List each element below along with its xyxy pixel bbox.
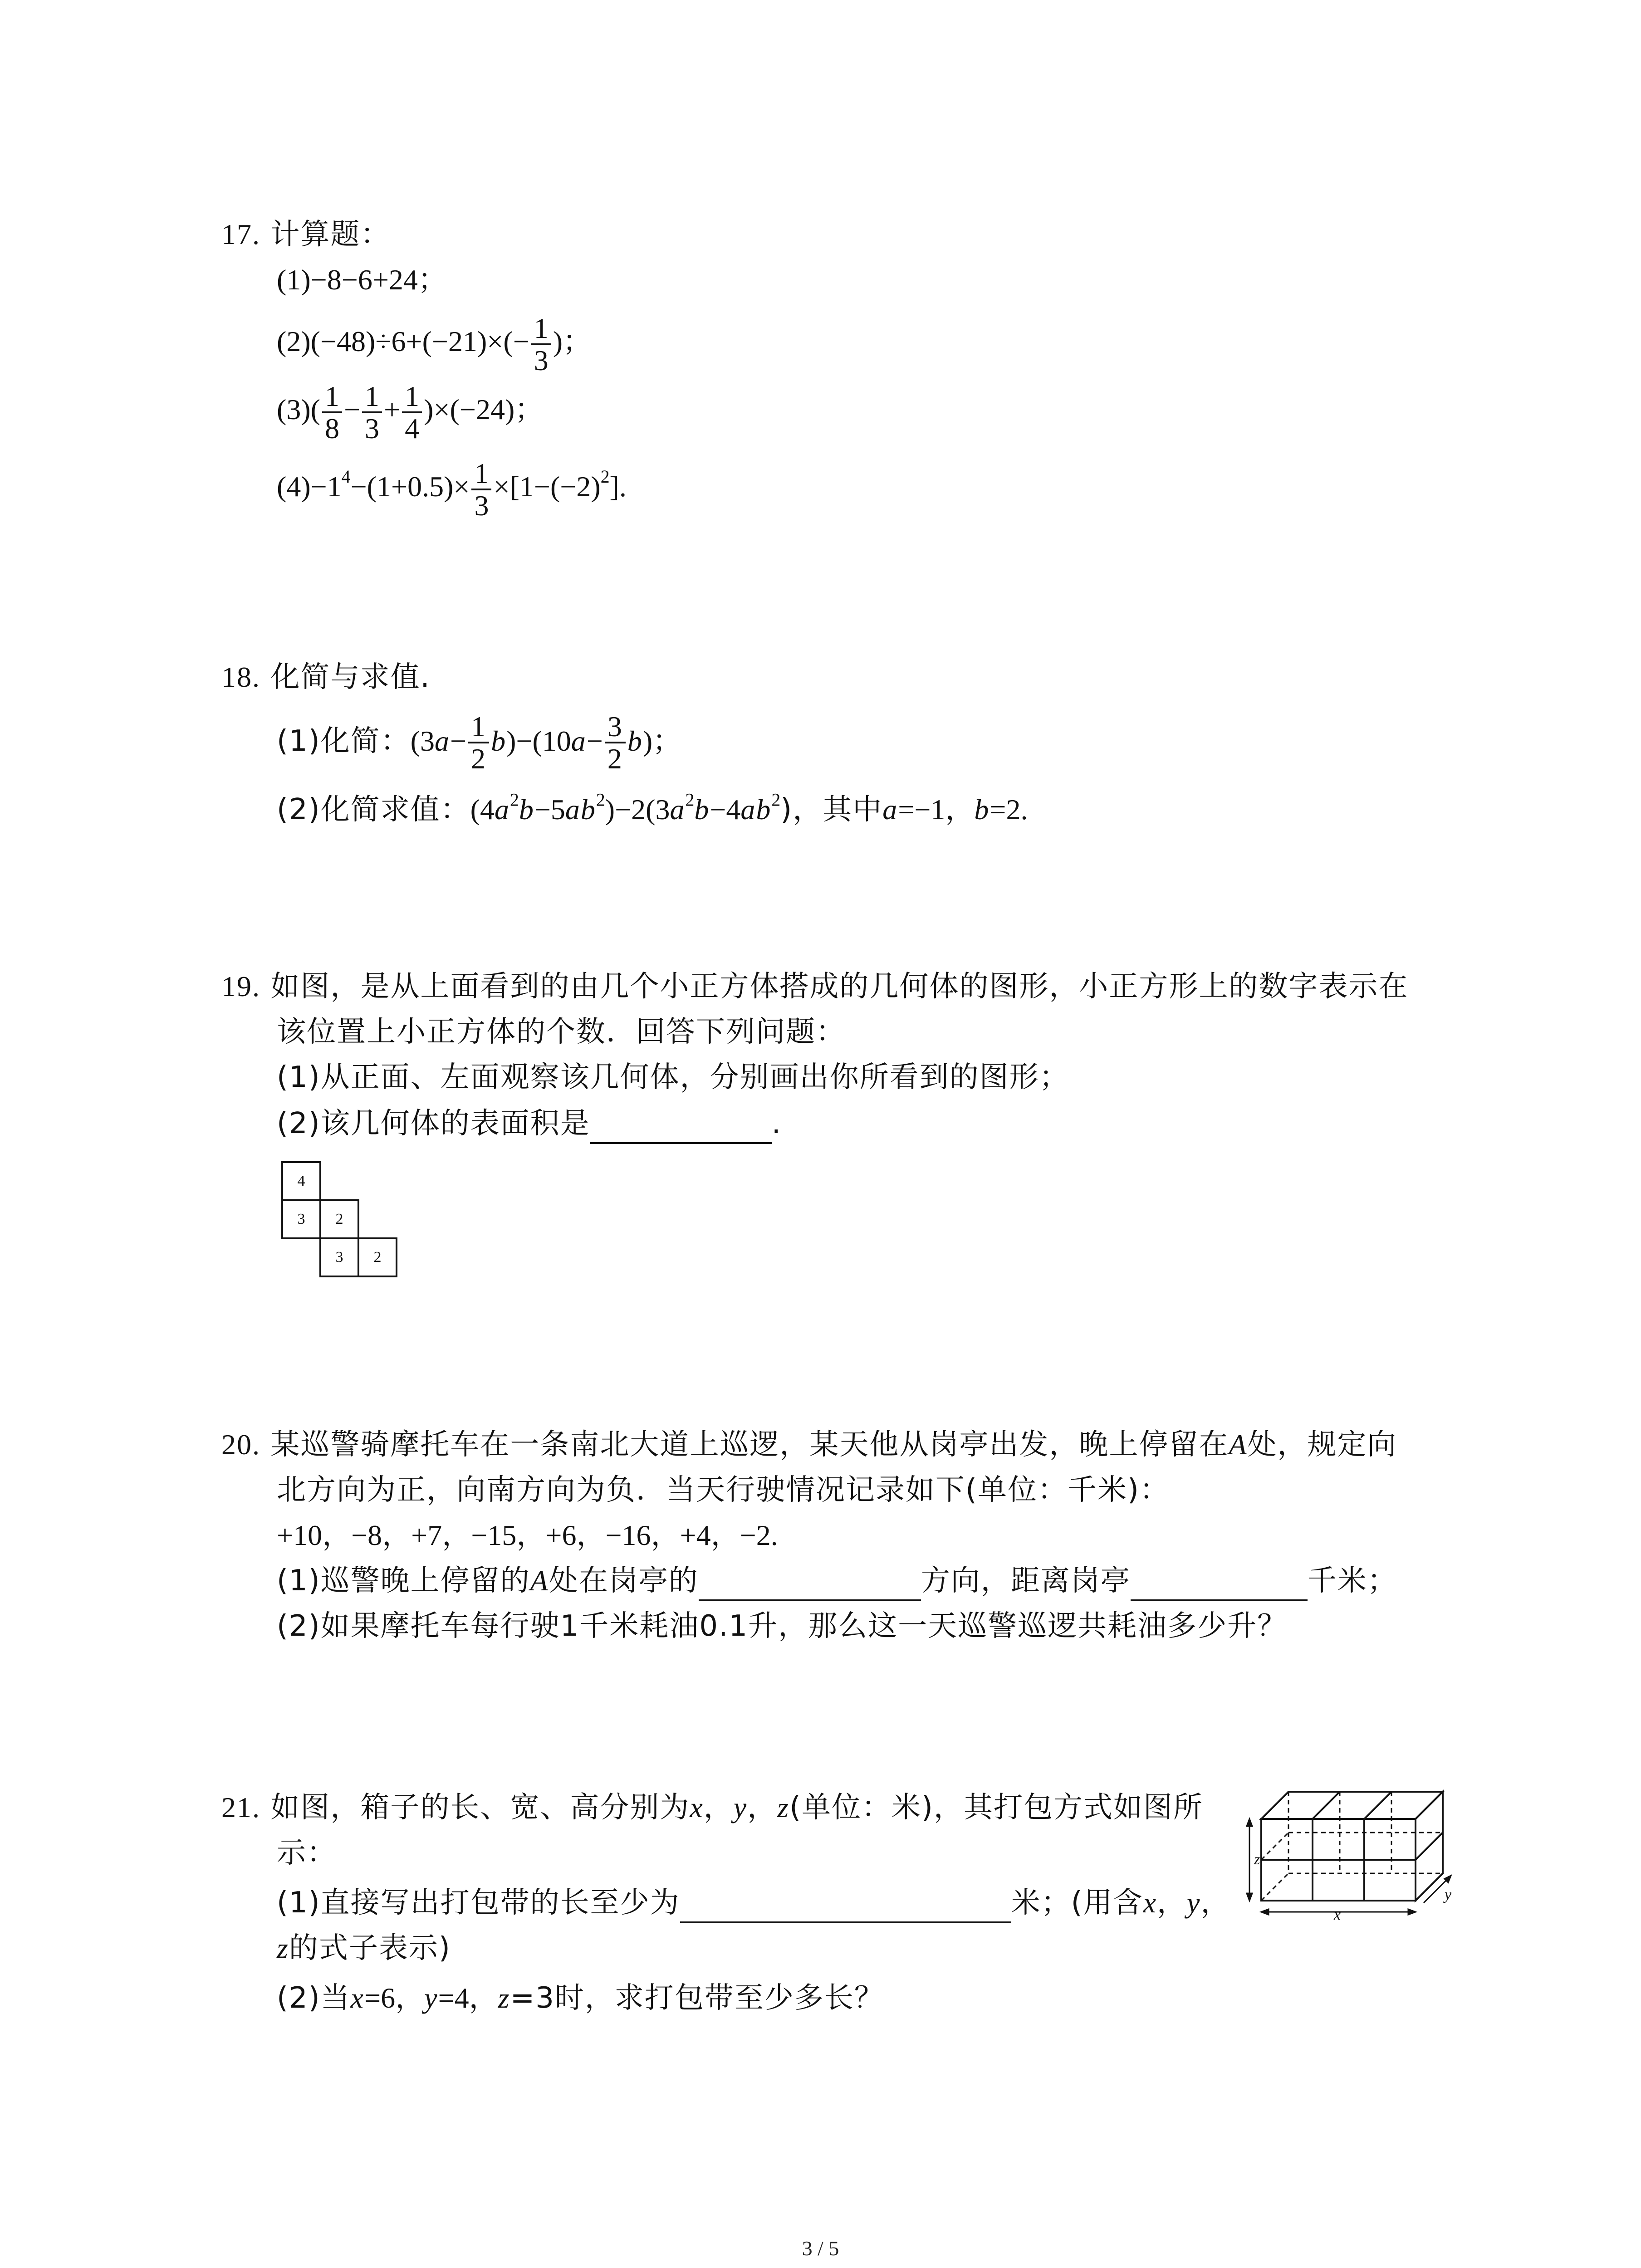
q20-part1-b: 处在岗亭的 bbox=[549, 1564, 699, 1598]
fraction-denominator: 3 bbox=[362, 411, 382, 444]
strap-line bbox=[1313, 1792, 1340, 1819]
q17-part4 bbox=[277, 458, 627, 521]
page-number: 3 / 5 bbox=[802, 2237, 839, 2260]
q20-line2: 北方向为正，向南方向为负．当天行驶情况记录如下(单位：千米)： bbox=[277, 1473, 1170, 1507]
q19-line1 bbox=[221, 966, 1408, 1007]
fraction-denominator: 2 bbox=[605, 742, 626, 774]
q17-part4-fraction bbox=[471, 458, 491, 521]
q20-part1-d: 千米； bbox=[1307, 1564, 1397, 1598]
q20-line1-b: 处，规定向 bbox=[1247, 1428, 1397, 1461]
operator: + bbox=[384, 393, 401, 425]
q18-part1 bbox=[277, 711, 681, 774]
operator: − bbox=[450, 724, 467, 757]
fraction-denominator: 3 bbox=[531, 343, 551, 376]
grid-cell: 3 bbox=[319, 1237, 359, 1277]
q21-number: 21. bbox=[221, 1791, 260, 1823]
variable: y bbox=[1187, 1887, 1201, 1919]
q17-part4-c: ×[1−(−2) bbox=[493, 470, 601, 503]
variable: a bbox=[565, 793, 581, 826]
q21-line2: 示： bbox=[277, 1836, 337, 1870]
q21-part1-b: 米；(用含 bbox=[1011, 1886, 1143, 1920]
fraction-denominator: 8 bbox=[322, 411, 342, 444]
expr: (4 bbox=[470, 793, 495, 826]
q21-part2 bbox=[277, 1978, 884, 2019]
q17-part2-fraction bbox=[531, 313, 551, 376]
q19-part2-pre: (2)该几何体的表面积是 bbox=[277, 1107, 590, 1140]
expr: −5 bbox=[534, 793, 565, 826]
q17-part1: (1)−8−6+24； bbox=[277, 264, 447, 296]
exponent: 2 bbox=[771, 790, 781, 810]
exponent: 4 bbox=[341, 467, 351, 487]
q21-part2-a: (2)当 bbox=[277, 1981, 351, 2015]
q17-title bbox=[221, 214, 390, 255]
fig-label-y: y bbox=[1445, 1887, 1452, 1903]
box-packing-figure bbox=[1243, 1774, 1456, 1923]
variable: x bbox=[690, 1791, 704, 1823]
variable: x bbox=[1143, 1887, 1157, 1919]
answer-blank-direction[interactable] bbox=[699, 1568, 921, 1601]
q17-part3-fraction2 bbox=[362, 381, 382, 444]
q17-part3-fraction3 bbox=[402, 381, 422, 444]
fraction-numerator: 1 bbox=[405, 380, 420, 412]
answer-blank[interactable] bbox=[590, 1110, 772, 1144]
fraction-numerator: 1 bbox=[324, 380, 339, 412]
q21-line1-a: 如图，箱子的长、宽、高分别为 bbox=[270, 1791, 690, 1824]
variable: b bbox=[580, 793, 596, 826]
q18-number: 18. bbox=[221, 661, 260, 693]
grid-cell: 2 bbox=[358, 1237, 397, 1277]
fig-label-x: x bbox=[1334, 1906, 1341, 1923]
q17-part4-d: ]. bbox=[609, 470, 627, 503]
q21-part1-cont bbox=[277, 1928, 451, 1969]
separator: ， bbox=[703, 1791, 734, 1824]
variable: a bbox=[434, 724, 450, 757]
q18-part2-label: (2)化简求值： bbox=[277, 793, 470, 826]
fraction-numerator: 1 bbox=[534, 312, 549, 344]
q18-part1-fraction2 bbox=[605, 711, 626, 774]
q17-part3-post: )×(−24)； bbox=[424, 393, 544, 425]
variable: b bbox=[519, 793, 534, 826]
q21-part1-a: (1)直接写出打包带的长至少为 bbox=[277, 1886, 680, 1920]
expr: )−(10 bbox=[506, 724, 571, 757]
q17-part4-a: (4)−1 bbox=[277, 470, 342, 503]
grid-cell: 3 bbox=[281, 1199, 321, 1239]
q21-part1 bbox=[277, 1882, 1230, 1923]
grid-cell: 2 bbox=[319, 1199, 359, 1239]
q20-part2: (2)如果摩托车每行驶1千米耗油0.1升，那么这一天巡警巡逻共耗油多少升？ bbox=[277, 1609, 1288, 1643]
q20-line1 bbox=[221, 1424, 1397, 1465]
exponent: 2 bbox=[596, 790, 605, 810]
separator: ， bbox=[747, 1791, 778, 1824]
q17-part3-pre: (3)( bbox=[277, 393, 320, 425]
q17-part2-post: )； bbox=[553, 325, 592, 357]
q17-part3 bbox=[277, 381, 544, 444]
variable: a bbox=[740, 793, 756, 826]
variable: b bbox=[974, 793, 990, 826]
fraction-denominator: 3 bbox=[471, 489, 491, 521]
q20-part1 bbox=[277, 1560, 1397, 1601]
variable: a bbox=[571, 724, 587, 757]
exponent: 2 bbox=[509, 790, 519, 810]
q20-number: 20. bbox=[221, 1428, 260, 1461]
fraction-numerator: 1 bbox=[365, 380, 380, 412]
q18-title bbox=[221, 657, 431, 698]
fraction-denominator: 4 bbox=[402, 411, 422, 444]
strap-line bbox=[1416, 1833, 1443, 1860]
q19-line2: 该位置上小正方体的个数．回答下列问题： bbox=[277, 1015, 846, 1049]
hidden-edge bbox=[1261, 1873, 1288, 1901]
strap-line bbox=[1364, 1792, 1391, 1819]
fraction-denominator: 2 bbox=[468, 742, 489, 774]
q17-title-text: 计算题： bbox=[270, 218, 391, 251]
variable: b bbox=[756, 793, 772, 826]
q17-part2 bbox=[277, 313, 592, 376]
q18-title-text: 化简与求值. bbox=[270, 660, 431, 694]
answer-blank-distance[interactable] bbox=[1131, 1568, 1308, 1601]
q18-part1-fraction1 bbox=[468, 711, 489, 774]
variable: z bbox=[277, 1932, 289, 1964]
expr: )； bbox=[642, 724, 682, 757]
value: =6， bbox=[364, 1982, 425, 2014]
expr: (3 bbox=[410, 724, 435, 757]
q17-number: 17. bbox=[221, 218, 260, 250]
q18-part1-label: (1)化简： bbox=[277, 724, 411, 758]
q20-data: +10，−8，+7，−15，+6，−16，+4，−2. bbox=[277, 1519, 778, 1551]
grid-cell: 4 bbox=[281, 1161, 321, 1201]
operator: − bbox=[586, 724, 603, 757]
exponent: 2 bbox=[600, 467, 610, 487]
expr: )，其中 bbox=[780, 793, 883, 826]
q21-line1-b: (单位：米)，其打包方式如图所 bbox=[789, 1791, 1203, 1824]
variable: A bbox=[530, 1564, 549, 1597]
fraction-numerator: 3 bbox=[607, 710, 623, 743]
variable: z bbox=[777, 1791, 790, 1823]
variable: b bbox=[694, 793, 710, 826]
q20-part1-a: (1)巡警晚上停留的 bbox=[277, 1564, 530, 1598]
expr: )−2(3 bbox=[605, 793, 670, 826]
variable: y bbox=[733, 1791, 748, 1823]
q21-part2-tail: =3时，求打包带至少多长？ bbox=[510, 1981, 884, 2015]
answer-blank-length[interactable] bbox=[680, 1890, 1011, 1923]
q19-part1: (1)从正面、左面观察该几何体，分别画出你所看到的图形； bbox=[277, 1061, 1069, 1094]
value: =2. bbox=[989, 793, 1028, 826]
operator: − bbox=[343, 393, 361, 425]
separator: ， bbox=[1157, 1886, 1187, 1920]
variable: b bbox=[491, 724, 507, 757]
q21-part1-c: 的式子表示) bbox=[289, 1931, 451, 1965]
variable: b bbox=[627, 724, 643, 757]
q19-part2-post: . bbox=[771, 1107, 782, 1140]
q18-part2 bbox=[277, 789, 1028, 830]
hidden-edge bbox=[1261, 1833, 1288, 1860]
fig-label-z: z bbox=[1254, 1851, 1260, 1868]
variable: x bbox=[350, 1982, 365, 2014]
fraction-numerator: 1 bbox=[471, 710, 487, 743]
q17-part2-pre: (2)(−48)÷6+(−21)×(− bbox=[277, 325, 529, 357]
q19-number: 19. bbox=[221, 970, 260, 1002]
variable: a bbox=[494, 793, 510, 826]
q17-part3-fraction1 bbox=[322, 381, 342, 444]
q17-part4-b: −(1+0.5)× bbox=[350, 470, 470, 503]
q19-line1-text: 如图，是从上面看到的由几个小正方体搭成的几何体的图形，小正方形上的数字表示在 bbox=[270, 970, 1409, 1003]
variable: a bbox=[670, 793, 686, 826]
q20-line1-a: 某巡警骑摩托车在一条南北大道上巡逻，某天他从岗亭出发，晚上停留在 bbox=[270, 1428, 1229, 1461]
expr: −4 bbox=[710, 793, 741, 826]
variable: y bbox=[424, 1982, 438, 2014]
q21-line1 bbox=[221, 1787, 1203, 1828]
value: =4， bbox=[438, 1982, 498, 2014]
value: =−1， bbox=[898, 793, 975, 826]
variable: A bbox=[1229, 1428, 1248, 1461]
variable: a bbox=[882, 793, 898, 826]
q20-part1-c: 方向，距离岗亭 bbox=[921, 1564, 1131, 1598]
fraction-numerator: 1 bbox=[474, 457, 489, 489]
separator: ， bbox=[1200, 1886, 1231, 1920]
q19-part2 bbox=[277, 1103, 782, 1144]
variable: z bbox=[498, 1982, 510, 2014]
exponent: 2 bbox=[685, 790, 695, 810]
